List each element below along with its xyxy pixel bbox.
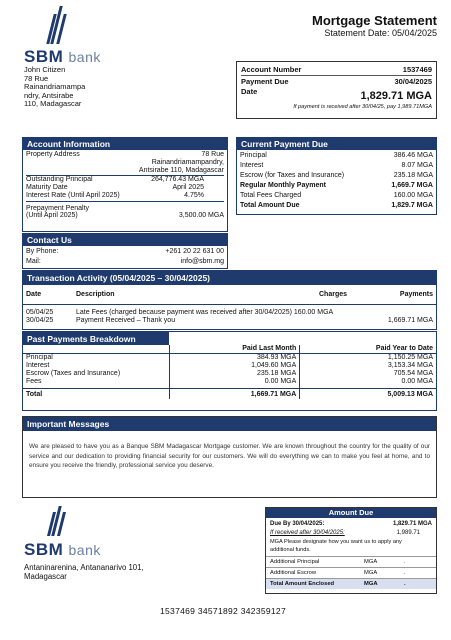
past-payments-panel xyxy=(22,331,437,411)
transaction-header-row xyxy=(23,291,436,305)
coupon-row-label: Additional Principal xyxy=(270,559,320,565)
payment-row-label: Interest xyxy=(240,162,264,169)
transaction-payment xyxy=(376,305,436,318)
transaction-description: Late Fees (charged because payment was received after 30/04/2025) 160.00 MGA xyxy=(76,309,334,316)
messages-panel xyxy=(22,416,437,498)
payment-row-label: Regular Monthly Payment xyxy=(240,182,326,189)
date-label: Date xyxy=(241,87,258,96)
transaction-description: Payment Received – Thank you xyxy=(76,317,176,324)
account-number-value: 1537469 xyxy=(402,65,432,74)
col-paid-last-month: Paid Last Month xyxy=(169,345,300,354)
payment-row-label: Principal xyxy=(240,152,267,159)
customer-address-line: 110, Madagascar xyxy=(24,99,82,109)
customer-address xyxy=(24,66,85,109)
transaction-title: Transaction Activity (05/04/2025 – 30/04/2025) xyxy=(23,271,436,285)
payment-row-value: 8.07 MGA xyxy=(401,162,433,169)
statement-header xyxy=(312,14,437,39)
col-paid-ytd: Paid Year to Date xyxy=(300,345,436,354)
property-address-line: Rainandriamampandry, xyxy=(151,159,224,166)
breakdown-last-month: 384.93 MGA xyxy=(169,354,300,363)
bank-logo xyxy=(24,6,134,64)
logo-wordmark xyxy=(24,47,134,67)
coupon-due-label: Due By 30/04/2025: xyxy=(270,521,325,527)
page-title: Mortgage Statement xyxy=(312,13,437,28)
statement-date: Statement Date: 05/04/2025 xyxy=(324,28,437,38)
current-payment-title: Current Payment Due xyxy=(237,138,436,150)
payment-row-label: Escrow (for Taxes and Insurance) xyxy=(240,172,345,179)
breakdown-last-month: 1,049.60 MGA xyxy=(169,362,300,370)
logo-text: SBM xyxy=(24,47,64,66)
col-date: Date xyxy=(26,291,42,298)
breakdown-ytd: 0.00 MGA xyxy=(300,378,436,389)
past-payments-header-row xyxy=(23,345,436,354)
account-number-label: Account Number xyxy=(241,65,302,74)
transaction-date: 30/04/25 xyxy=(26,317,54,324)
payment-due-value: 30/04/2025 xyxy=(394,77,432,86)
breakdown-label: Principal xyxy=(26,354,53,361)
info-value: 264,776.43 MGA xyxy=(151,176,204,183)
coupon-row-label: Additional Escrow xyxy=(270,570,317,576)
logo-mark-icon xyxy=(50,6,134,44)
payment-due-label: Payment Due xyxy=(241,77,289,86)
breakdown-last-month: 0.00 MGA xyxy=(169,378,300,389)
coupon-row xyxy=(266,567,436,578)
property-address-label: Property Address xyxy=(26,151,80,158)
info-label: Outstanding Principal xyxy=(26,176,93,183)
account-information-title: Account Information xyxy=(23,138,227,150)
phone-value[interactable]: +261 20 22 631 00 xyxy=(165,248,224,255)
bank-address-line: Madagascar xyxy=(24,572,67,581)
table-row xyxy=(23,317,436,325)
amount-due-value: 1,829.71 MGA xyxy=(360,90,432,102)
summary-box xyxy=(236,61,437,119)
prepayment-penalty-value: 3,500.00 MGA xyxy=(178,212,224,219)
info-value: April 2025 xyxy=(172,184,204,191)
customer-address-line: ndry, Antsirabe xyxy=(24,90,74,100)
table-row xyxy=(23,362,436,370)
breakdown-last-month: 1,669.71 MGA xyxy=(169,389,300,400)
customer-address-line: Rainandriamampa xyxy=(24,82,86,92)
info-label: Interest Rate (Until April 2025) xyxy=(26,192,120,199)
transaction-table xyxy=(23,291,436,325)
transaction-date: 05/04/25 xyxy=(26,309,54,316)
breakdown-label: Interest xyxy=(26,362,50,369)
prepayment-penalty-period: (Until April 2025) xyxy=(26,212,78,219)
coupon-after-label: If received after 30/04/2025: xyxy=(270,530,345,536)
account-information-panel xyxy=(22,137,228,232)
property-address-line: Antsirabe 110, Madagascar xyxy=(26,167,224,176)
logo-suffix: bank xyxy=(68,542,101,558)
coupon-row xyxy=(266,578,436,589)
coupon-row xyxy=(266,556,436,567)
mail-label: Mail: xyxy=(26,258,41,265)
payment-row-value: 235.18 MGA xyxy=(393,172,433,179)
past-payments-table xyxy=(23,345,436,399)
transaction-payment: 1,669.71 MGA xyxy=(387,317,433,324)
breakdown-label: Escrow (Taxes and Insurance) xyxy=(26,370,121,377)
logo-text: SBM xyxy=(24,540,64,559)
coupon-row-currency: MGA xyxy=(364,559,378,565)
breakdown-ytd: 1,150.25 MGA xyxy=(300,354,436,363)
coupon-row-amount[interactable]: . xyxy=(404,570,406,576)
payment-coupon xyxy=(265,507,437,594)
transaction-charge xyxy=(316,317,376,325)
late-payment-note: If payment is received after 30/04/25, pay 1,989.71MGA xyxy=(293,104,432,110)
payment-row-value: 386.46 MGA xyxy=(393,152,433,159)
info-value: 4.75% xyxy=(184,192,204,199)
customer-address-line: 78 Rue xyxy=(24,73,49,83)
messages-body: We are pleased to have you as a Banque SBM Madagascar Mortgage customer. We are known throughout the country for the quality of our service and our dedication to providing financial security for our customers. We will do everything we can to make you feel at home, and to ensure you receive the friendly, professional service you deserve. xyxy=(29,443,430,470)
coupon-due-value: 1,829.71 MGA xyxy=(392,521,432,527)
col-payments: Payments xyxy=(399,291,433,298)
customer-name: John Citizen xyxy=(24,65,66,74)
bank-logo-bottom xyxy=(24,506,134,562)
table-row xyxy=(23,378,436,389)
table-row xyxy=(23,370,436,378)
payment-row-value: 160.00 MGA xyxy=(393,192,433,199)
messages-title: Important Messages xyxy=(23,417,436,431)
breakdown-ytd: 705.54 MGA xyxy=(300,370,436,378)
coupon-row-amount[interactable]: . xyxy=(404,581,406,587)
col-charges: Charges xyxy=(319,291,348,298)
payment-row-label: Total Amount Due xyxy=(240,202,300,209)
coupon-row-amount[interactable]: . xyxy=(404,559,406,565)
coupon-title: Amount Due xyxy=(266,508,436,518)
payment-row-value: 1,669.7 MGA xyxy=(391,182,433,189)
logo-wordmark xyxy=(24,540,134,560)
past-payments-title: Past Payments Breakdown xyxy=(23,332,169,345)
table-row xyxy=(23,354,436,363)
payment-row-value: 1,829.7 MGA xyxy=(391,202,433,209)
property-address-line: 78 Rue xyxy=(201,151,224,158)
contact-title: Contact Us xyxy=(23,234,227,246)
coupon-row-currency: MGA xyxy=(364,570,378,576)
coupon-after-value: 1,989.71 xyxy=(396,530,420,536)
info-label: Maturity Date xyxy=(26,184,68,191)
bank-address-line: Antaninarenina, Antananarivo 101, xyxy=(24,563,144,572)
contact-panel xyxy=(22,233,228,269)
table-row xyxy=(23,389,436,400)
coupon-instruction: MGA Please designate how you want us to apply any additional funds. xyxy=(270,539,402,553)
coupon-row-currency: MGA xyxy=(364,581,378,587)
logo-mark-icon xyxy=(50,506,134,536)
breakdown-ytd: 5,009.13 MGA xyxy=(300,389,436,400)
current-payment-panel xyxy=(236,137,437,215)
payment-row-label: Total Fees Charged xyxy=(240,192,302,199)
breakdown-label: Fees xyxy=(26,378,42,385)
transaction-panel xyxy=(22,270,437,330)
breakdown-last-month: 235.18 MGA xyxy=(169,370,300,378)
logo-suffix: bank xyxy=(68,49,101,65)
bank-address xyxy=(24,563,144,581)
phone-label: By Phone: xyxy=(26,248,59,255)
micr-line: 1537469 34571892 342359127 xyxy=(160,606,286,616)
col-description: Description xyxy=(76,291,115,298)
breakdown-ytd: 3,153.34 MGA xyxy=(300,362,436,370)
mail-value[interactable]: info@sbm.mg xyxy=(180,258,224,265)
prepayment-penalty-label: Prepayment Penalty xyxy=(26,205,90,212)
table-row xyxy=(23,305,436,318)
breakdown-label: Total xyxy=(26,391,43,398)
coupon-row-label: Total Amount Enclosed xyxy=(270,581,335,587)
